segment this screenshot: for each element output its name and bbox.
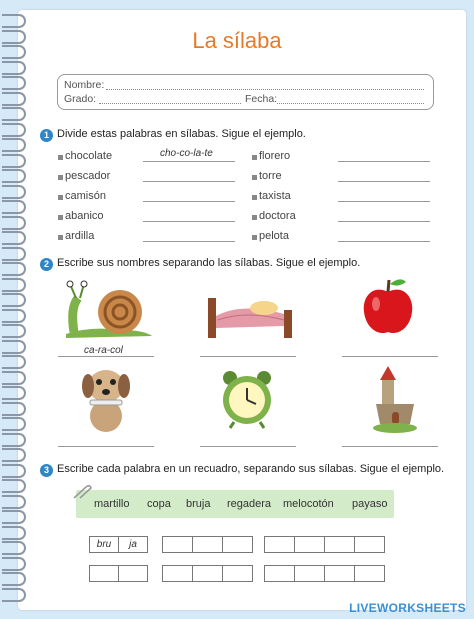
spiral-ring [2, 572, 26, 586]
answer-line-right-2[interactable] [338, 181, 430, 182]
spiral-ring [2, 169, 26, 183]
syllable-box[interactable] [162, 536, 193, 553]
spiral-ring [2, 262, 26, 276]
syllable-box[interactable] [264, 536, 295, 553]
liveworksheets-logo[interactable]: LIVEWORKSHEETS [349, 601, 466, 615]
spiral-ring [2, 417, 26, 431]
spiral-ring [2, 557, 26, 571]
spiral-ring [2, 402, 26, 416]
syllable-box: bru [89, 536, 119, 553]
spiral-ring [2, 61, 26, 75]
name-field[interactable] [106, 89, 424, 90]
section-3-number: 3 [40, 464, 53, 477]
spiral-ring [2, 495, 26, 509]
section-1-instruction: Divide estas palabras en sílabas. Sigue el ejemplo. [57, 128, 306, 140]
clock-icon [218, 368, 276, 430]
word-left-2: pescador [65, 170, 111, 182]
bullet [252, 175, 257, 180]
picture-answer-line-6[interactable] [342, 446, 438, 447]
syllable-box[interactable] [294, 565, 325, 582]
spiral-ring [2, 247, 26, 261]
word-left-1: chocolate [65, 150, 113, 162]
spiral-binding [0, 14, 26, 604]
spiral-ring [2, 107, 26, 121]
strip-word-6: payaso [352, 498, 388, 510]
picture-answer-line-3[interactable] [342, 356, 438, 357]
spiral-ring [2, 355, 26, 369]
spiral-ring [2, 154, 26, 168]
section-3-instruction: Escribe cada palabra en un recuadro, separando sus sílabas. Sigue el ejemplo. [57, 463, 445, 475]
paperclip-icon [70, 484, 92, 500]
picture-answer-line-5[interactable] [200, 446, 296, 447]
name-label: Nombre: [64, 79, 105, 91]
date-label: Fecha: [245, 93, 278, 105]
syllable-box[interactable] [192, 565, 223, 582]
castle-icon [370, 362, 420, 434]
picture-answer-line-1[interactable] [58, 356, 154, 357]
section-2-instruction: Escribe sus nombres separando las sílabas. Sigue el ejemplo. [57, 257, 361, 269]
syllable-box[interactable] [222, 565, 253, 582]
bullet [58, 155, 63, 160]
spiral-ring [2, 76, 26, 90]
strip-word-5: melocotón [283, 498, 334, 510]
answer-line-left-5[interactable] [143, 241, 235, 242]
spiral-ring [2, 510, 26, 524]
answer-line-right-5[interactable] [338, 241, 430, 242]
answer-line-left-3[interactable] [143, 201, 235, 202]
answer-line-right-4[interactable] [338, 221, 430, 222]
spiral-ring [2, 433, 26, 447]
example-answer-2: ca-ra-col [84, 345, 123, 356]
strip-word-3: bruja [186, 498, 211, 510]
word-left-4: abanico [65, 210, 104, 222]
spiral-ring [2, 386, 26, 400]
word-right-1: florero [259, 150, 291, 162]
bullet [252, 235, 257, 240]
spiral-ring [2, 92, 26, 106]
answer-line-left-4[interactable] [143, 221, 235, 222]
grade-field[interactable] [99, 103, 241, 104]
syllable-box[interactable] [354, 565, 385, 582]
word-right-5: pelota [259, 230, 289, 242]
answer-line-right-3[interactable] [338, 201, 430, 202]
answer-line-left-1[interactable] [143, 161, 235, 162]
strip-word-4: regadera [227, 498, 272, 510]
syllable-box[interactable] [222, 536, 253, 553]
dog-icon [76, 364, 136, 436]
spiral-ring [2, 371, 26, 385]
spiral-ring [2, 278, 26, 292]
section-2-number: 2 [40, 258, 53, 271]
spiral-ring [2, 324, 26, 338]
strip-word-2: copa [147, 498, 171, 510]
syllable-box[interactable] [89, 565, 119, 582]
section-1-number: 1 [40, 129, 53, 142]
syllable-box: ja [118, 536, 148, 553]
spiral-ring [2, 479, 26, 493]
syllable-box[interactable] [118, 565, 148, 582]
picture-answer-line-4[interactable] [58, 446, 154, 447]
spiral-ring [2, 185, 26, 199]
syllable-box[interactable] [294, 536, 325, 553]
spiral-ring [2, 448, 26, 462]
syllable-box[interactable] [324, 565, 355, 582]
bullet [58, 215, 63, 220]
spiral-ring [2, 340, 26, 354]
spiral-ring [2, 200, 26, 214]
word-right-4: doctora [259, 210, 296, 222]
word-right-2: torre [259, 170, 282, 182]
grade-label: Grado: [64, 93, 97, 105]
syllable-box[interactable] [162, 565, 193, 582]
word-left-3: camisón [65, 190, 106, 202]
syllable-box[interactable] [192, 536, 223, 553]
bullet [252, 215, 257, 220]
spiral-ring [2, 309, 26, 323]
syllable-box[interactable] [264, 565, 295, 582]
bullet [58, 195, 63, 200]
spiral-ring [2, 541, 26, 555]
date-field[interactable] [277, 103, 424, 104]
apple-icon [358, 276, 418, 338]
strip-word-1: martillo [94, 498, 130, 510]
spiral-ring [2, 216, 26, 230]
bed-icon [202, 280, 298, 340]
spiral-ring [2, 123, 26, 137]
spiral-ring [2, 231, 26, 245]
answer-line-right-1[interactable] [338, 161, 430, 162]
syllable-box[interactable] [354, 536, 385, 553]
example-answer-1: cho-co-la-te [160, 148, 213, 159]
spiral-ring [2, 464, 26, 478]
spiral-ring [2, 293, 26, 307]
spiral-ring [2, 588, 26, 602]
bullet [252, 155, 257, 160]
page-title: La sílaba [192, 28, 282, 53]
bullet [58, 175, 63, 180]
word-right-3: taxista [259, 190, 291, 202]
word-left-5: ardilla [65, 230, 95, 242]
picture-answer-line-2[interactable] [200, 356, 296, 357]
spiral-ring [2, 526, 26, 540]
snail-icon [60, 278, 156, 342]
bullet [252, 195, 257, 200]
syllable-box[interactable] [324, 536, 355, 553]
bullet [58, 235, 63, 240]
spiral-ring [2, 138, 26, 152]
spiral-ring [2, 14, 26, 28]
answer-line-left-2[interactable] [143, 181, 235, 182]
